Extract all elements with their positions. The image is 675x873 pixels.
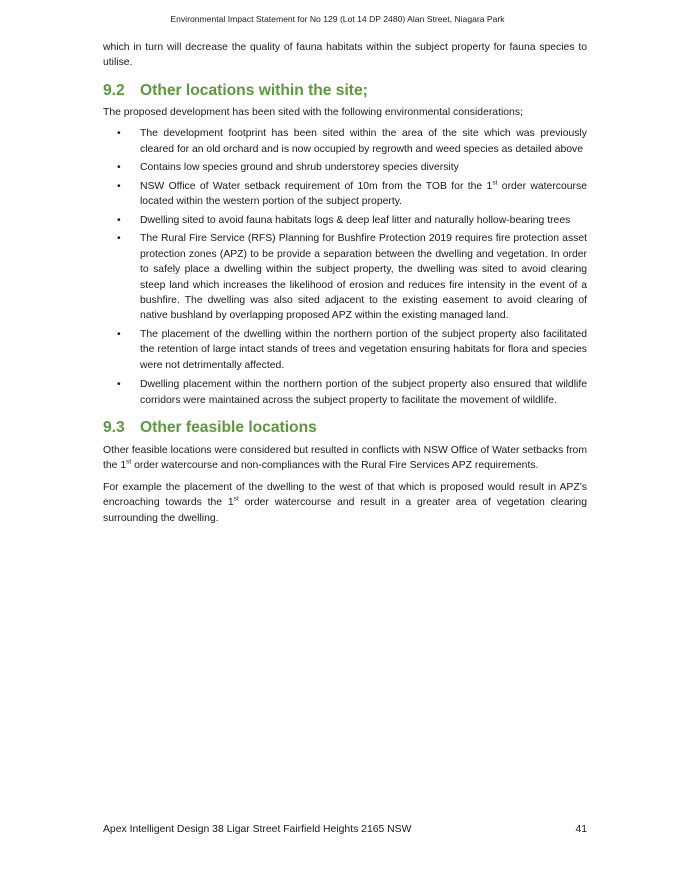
ordinal-superscript: st <box>126 459 132 466</box>
text-run: NSW Office of Water setback requirement of 10m from the TOB for the 1 <box>140 180 493 192</box>
bullet-icon: • <box>117 329 121 341</box>
bullet-icon: • <box>117 233 121 245</box>
list-item-text: Contains low species ground and shrub understorey species diversity <box>140 162 459 174</box>
section-title: Other locations within the site; <box>140 81 368 99</box>
feasible-locations-paragraph <box>103 443 587 474</box>
list-item <box>103 377 587 408</box>
list-item <box>103 126 587 157</box>
list-item <box>103 213 587 228</box>
text-run: For example the placement of the dwelling to the west of that which is proposed would result in APZ’s encroaching towards the 1 <box>103 481 587 509</box>
section-intro: The proposed development has been sited with the following environmental considerations; <box>103 106 523 118</box>
list-item <box>103 160 587 175</box>
ordinal-superscript: st <box>233 495 239 503</box>
page-number: 41 <box>575 824 587 835</box>
list-item <box>103 327 587 373</box>
text-run: order watercourse located within the western portion of the subject property. <box>140 180 587 208</box>
list-item <box>103 231 587 323</box>
footer-company: Apex Intelligent Design 38 Ligar Street Fairfield Heights 2165 NSW <box>103 824 412 835</box>
text-run: Other feasible locations were considered but resulted in conflicts with NSW Office of Water setbacks from the 1 <box>103 445 587 472</box>
bullet-icon: • <box>117 214 121 226</box>
considerations-list <box>103 126 587 408</box>
list-item-text <box>140 181 587 207</box>
running-header: Environmental Impact Statement for No 129 (Lot 14 DP 2480) Alan Street, Niagara Park <box>170 14 505 24</box>
continuation-paragraph: which in turn will decrease the quality of fauna habitats within the subject property for fauna species to utilise. <box>103 42 587 69</box>
ordinal-superscript: st <box>492 179 498 187</box>
list-item-text: Dwelling placement within the northern portion of the subject property also ensured that wildlife corridors were maintained across the subject property to facilitate the movement of wildlife. <box>140 379 587 406</box>
list-item-text: The Rural Fire Service (RFS) Planning for Bushfire Protection 2019 requires fire protection asset protection zones (APZ) to be provide a separation between the dwelling and vegetation. In order to safely place a dwelling within the subject property, the dwelling was sited to avoid clearing steep land which increases the likelihood of erosion and reduces fire intensity in the event of a bushfire. The dwelling was also sited adjacent to the existing easement to avoid clearing of native bushland by overlapping proposed APZ within the existing managed land. <box>140 233 587 322</box>
section-heading-9-3 <box>103 418 587 438</box>
text-run: order watercourse and non-compliances with the Rural Fire Services APZ requirements. <box>131 460 539 472</box>
page-body <box>103 40 587 526</box>
page-footer <box>103 824 587 835</box>
section-title: Other feasible locations <box>140 419 317 437</box>
section-number: 9.2 <box>103 81 125 99</box>
bullet-icon: • <box>117 379 121 391</box>
bullet-icon: • <box>117 128 121 140</box>
list-item-text: The placement of the dwelling within the northern portion of the subject property also facilitated the retention of large intact stands of trees and vegetation ensuring habitats for flora and species were not detrimentally affected. <box>140 329 587 371</box>
list-item-text: The development footprint has been sited within the area of the site which was previously cleared for an old orchard and is now occupied by regrowth and weed species as detailed above <box>140 128 587 155</box>
text-run: order watercourse and result in a greater area of vegetation clearing surrounding the dwelling. <box>103 497 587 524</box>
section-heading-9-2 <box>103 81 587 101</box>
section-number: 9.3 <box>103 419 125 437</box>
example-paragraph <box>103 480 587 526</box>
list-item <box>103 179 587 210</box>
bullet-icon: • <box>117 180 121 192</box>
list-item-text: Dwelling sited to avoid fauna habitats logs & deep leaf litter and naturally hollow-bearing trees <box>140 214 571 226</box>
bullet-icon: • <box>117 162 121 174</box>
